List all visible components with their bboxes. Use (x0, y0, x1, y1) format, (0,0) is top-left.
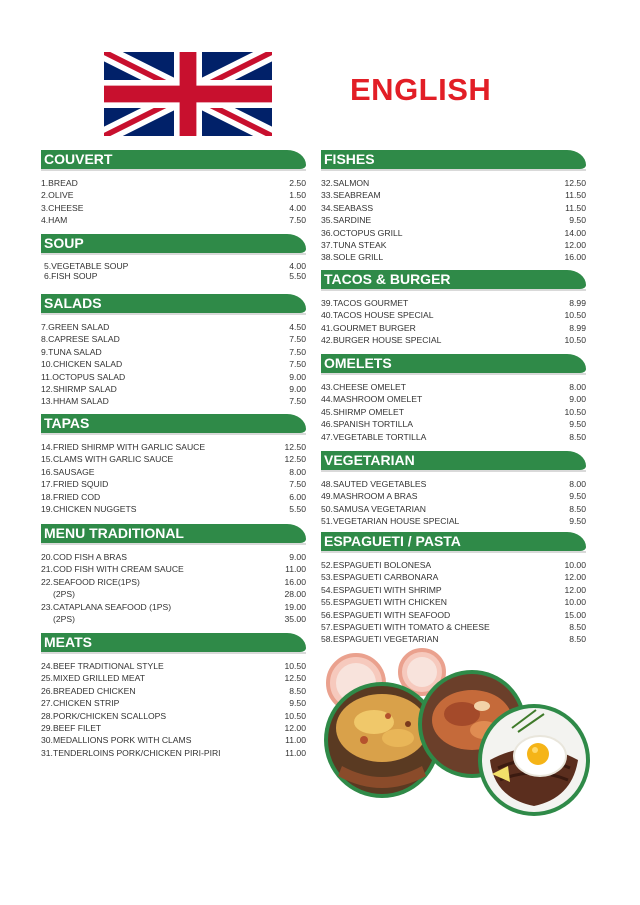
menu-item: (2PS) 28.00 (53, 589, 306, 600)
language-title: ENGLISH (350, 72, 492, 107)
menu-item: 1.BREAD 2.50 (41, 178, 306, 188)
menu-item: 37.TUNA STEAK 12.00 (321, 239, 586, 250)
section-meats (41, 633, 306, 759)
menu-item: 17.FRIED SQUID 7.50 (41, 479, 306, 490)
section-soup (41, 234, 306, 281)
menu-item: 55.ESPAGUETI WITH CHICKEN 10.00 (321, 597, 586, 608)
menu-item: 33.SEABREAM 11.50 (321, 190, 586, 201)
menu-item: 51.VEGETARIAN HOUSE SPECIAL 9.50 (321, 516, 586, 527)
section-title: SALADS (41, 294, 306, 313)
section-title: MENU TRADITIONAL (41, 524, 306, 543)
menu-item: 31.TENDERLOINS PORK/CHICKEN PIRI-PIRI 11.00 (41, 747, 306, 758)
menu-item: 29.BEEF FILET 12.00 (41, 722, 306, 733)
menu-item: 10.CHICKEN SALAD 7.50 (41, 359, 306, 370)
menu-item: 6.FISH SOUP 5.50 (44, 271, 306, 281)
menu-item: 35.SARDINE 9.50 (321, 215, 586, 226)
menu-item: 57.ESPAGUETI WITH TOMATO & CHEESE 8.50 (321, 621, 586, 632)
menu-item: 22.SEAFOOD RICE(1PS) 16.00 (41, 576, 306, 587)
menu-item: 11.OCTOPUS SALAD 9.00 (41, 371, 306, 382)
menu-item: 14.FRIED SHIRMP WITH GARLIC SAUCE 12.50 (41, 442, 306, 452)
menu-item: 24.BEEF TRADITIONAL STYLE 10.50 (41, 661, 306, 671)
section-tacos-burger (321, 270, 586, 347)
menu-item: 54.ESPAGUETI WITH SHRIMP 12.00 (321, 584, 586, 595)
menu-item: 44.MASHROOM OMELET 9.00 (321, 394, 586, 405)
section-couvert (41, 150, 306, 227)
menu-item: 40.TACOS HOUSE SPECIAL 10.50 (321, 310, 586, 321)
menu-item: 16.SAUSAGE 8.00 (41, 466, 306, 477)
menu-item: 3.CHEESE 4.00 (41, 202, 306, 213)
menu-item: 52.ESPAGUETI BOLONESA 10.00 (321, 560, 586, 570)
menu-item: 32.SALMON 12.50 (321, 178, 586, 188)
menu-item: 26.BREADED CHICKEN 8.50 (41, 685, 306, 696)
menu-item: 9.TUNA SALAD 7.50 (41, 346, 306, 357)
menu-item: 12.SHIRMP SALAD 9.00 (41, 383, 306, 394)
menu-item: 19.CHICKEN NUGGETS 5.50 (41, 503, 306, 514)
menu-item: 36.OCTOPUS GRILL 14.00 (321, 227, 586, 238)
section-title: OMELETS (321, 354, 586, 373)
menu-item: 2.OLIVE 1.50 (41, 190, 306, 201)
menu-item: 41.GOURMET BURGER 8.99 (321, 322, 586, 333)
section-title: MEATS (41, 633, 306, 652)
menu-item: 45.SHIRMP OMELET 10.50 (321, 406, 586, 417)
menu-item: 7.GREEN SALAD 4.50 (41, 322, 306, 332)
menu-item: 38.SOLE GRILL 16.00 (321, 252, 586, 263)
menu-item: 15.CLAMS WITH GARLIC SAUCE 12.50 (41, 454, 306, 465)
section-espagueti-pasta (321, 532, 586, 646)
section-title: COUVERT (41, 150, 306, 169)
section-omelets (321, 354, 586, 443)
menu-item: 48.SAUTED VEGETABLES 8.00 (321, 479, 586, 489)
menu-item: 53.ESPAGUETI CARBONARA 12.00 (321, 572, 586, 583)
menu-item: 39.TACOS GOURMET 8.99 (321, 298, 586, 308)
uk-flag-icon (104, 52, 272, 136)
section-tapas (41, 414, 306, 515)
food-photos (322, 648, 590, 820)
steak-egg-dish-photo (478, 704, 590, 816)
section-fishes (321, 150, 586, 264)
menu-item: (2PS) 35.00 (53, 613, 306, 624)
section-menu-traditional (41, 524, 306, 625)
menu-item: 20.COD FISH A BRAS 9.00 (41, 552, 306, 562)
menu-item: 34.SEABASS 11.50 (321, 202, 586, 213)
menu-item: 4.HAM 7.50 (41, 215, 306, 226)
menu-item: 30.MEDALLIONS PORK WITH CLAMS 11.00 (41, 735, 306, 746)
section-vegetarian (321, 451, 586, 528)
menu-item: 43.CHEESE OMELET 8.00 (321, 382, 586, 392)
menu-item: 8.CAPRESE SALAD 7.50 (41, 334, 306, 345)
menu-item: 50.SAMUSA VEGETARIAN 8.50 (321, 503, 586, 514)
section-title: TACOS & BURGER (321, 270, 586, 289)
menu-item: 5.VEGETABLE SOUP 4.00 (44, 261, 306, 271)
menu-item: 27.CHICKEN STRIP 9.50 (41, 698, 306, 709)
menu-item: 28.PORK/CHICKEN SCALLOPS 10.50 (41, 710, 306, 721)
section-title: VEGETARIAN (321, 451, 586, 470)
section-title: TAPAS (41, 414, 306, 433)
menu-item: 13.HHAM SALAD 7.50 (41, 396, 306, 407)
menu-item: 42.BURGER HOUSE SPECIAL 10.50 (321, 335, 586, 346)
menu-item: 23.CATAPLANA SEAFOOD (1PS) 19.00 (41, 601, 306, 612)
menu-item: 47.VEGETABLE TORTILLA 8.50 (321, 431, 586, 442)
menu-item: 56.ESPAGUETI WITH SEAFOOD 15.00 (321, 609, 586, 620)
menu-item: 58.ESPAGUETI VEGETARIAN 8.50 (321, 634, 586, 645)
menu-item: 21.COD FISH WITH CREAM SAUCE 11.00 (41, 564, 306, 575)
section-salads (41, 294, 306, 408)
menu-item: 25.MIXED GRILLED MEAT 12.50 (41, 673, 306, 684)
menu-item: 46.SPANISH TORTILLA 9.50 (321, 419, 586, 430)
menu-item: 18.FRIED COD 6.00 (41, 491, 306, 502)
menu-item: 49.MASHROOM A BRAS 9.50 (321, 491, 586, 502)
section-title: SOUP (41, 234, 306, 253)
section-title: ESPAGUETI / PASTA (321, 532, 586, 551)
section-title: FISHES (321, 150, 586, 169)
